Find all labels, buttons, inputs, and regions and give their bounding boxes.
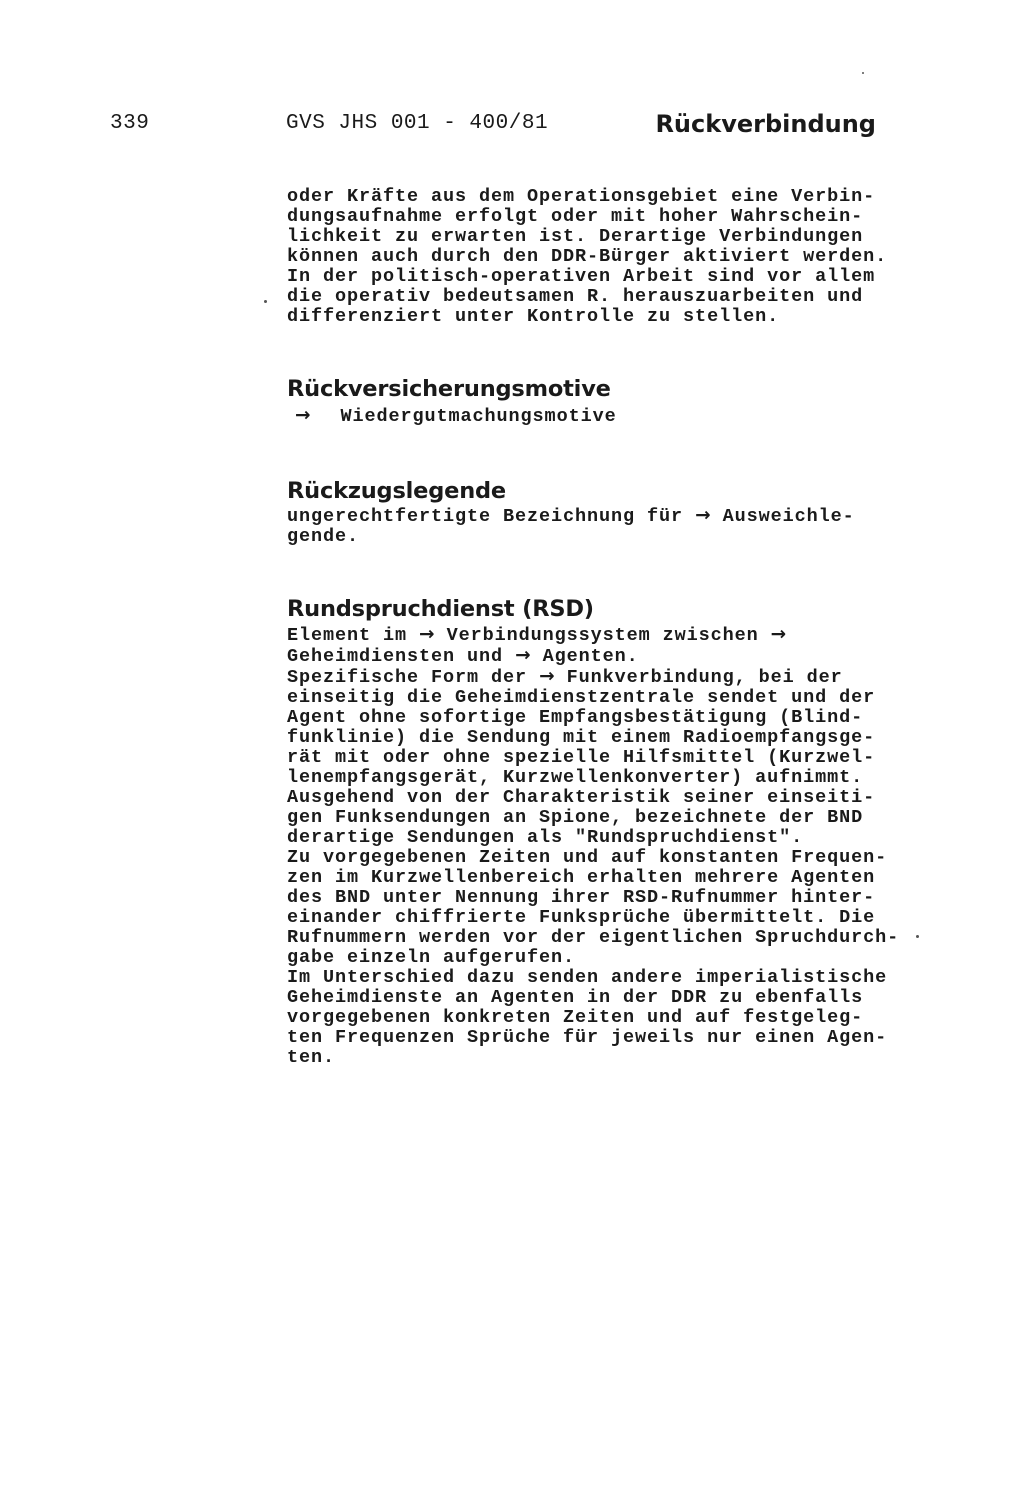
text-line: gende. xyxy=(287,526,360,547)
text-line: Im Unterschied dazu senden andere imperialistische xyxy=(287,967,888,988)
text-line: einander chiffrierte Funksprüche übermittelt. Die xyxy=(287,907,876,928)
cross-reference xyxy=(295,406,617,427)
running-entry-title: Rückverbindung xyxy=(655,110,876,138)
text-line: des BND unter Nennung ihrer RSD-Rufnummer hinter- xyxy=(287,887,876,908)
text-line: Ausgehend von der Charakteristik seiner einseiti- xyxy=(287,787,876,808)
text-line: lichkeit zu erwarten ist. Derartige Verbindungen xyxy=(287,226,864,247)
text-line: können auch durch den DDR-Bürger aktiviert werden. xyxy=(287,246,888,267)
scan-speck xyxy=(916,935,919,938)
text-line: Spezifische Form der → Funkverbindung, bei der xyxy=(287,666,843,688)
text-line: die operativ bedeutsamen R. herauszuarbeiten und xyxy=(287,286,864,307)
document-reference: GVS JHS 001 - 400/81 xyxy=(286,112,549,135)
entry-body-rundspruchdienst xyxy=(287,625,927,1068)
page-number: 339 xyxy=(110,112,150,135)
scan-speck xyxy=(862,72,864,74)
scan-speck xyxy=(264,300,267,303)
entry-heading-rueckversicherungsmotive: Rückversicherungsmotive xyxy=(287,376,611,402)
text-line: gabe einzeln aufgerufen. xyxy=(287,947,576,968)
arrow-right-icon: → xyxy=(539,666,555,687)
text-line: ungerechtfertigte Bezeichnung für → Ausweichle- xyxy=(287,505,855,527)
arrow-right-icon: → xyxy=(419,624,435,645)
entry-heading-rundspruchdienst: Rundspruchdienst (RSD) xyxy=(287,596,594,622)
text-line: In der politisch-operativen Arbeit sind vor allem xyxy=(287,266,876,287)
arrow-right-icon: → xyxy=(770,624,787,645)
text-line: vorgegebenen konkreten Zeiten und auf festgeleg- xyxy=(287,1007,864,1028)
arrow-right-icon: → xyxy=(695,505,711,526)
text-line: gen Funksendungen an Spione, bezeichnete der BND xyxy=(287,807,864,828)
text-line: Element im → Verbindungssystem zwischen → xyxy=(287,624,787,646)
entry-body-rueckzugslegende xyxy=(287,506,927,547)
text-line: derartige Sendungen als "Rundspruchdienst". xyxy=(287,827,804,848)
text-line: differenziert unter Kontrolle zu stellen. xyxy=(287,306,780,327)
text-line: lenempfangsgerät, Kurzwellenkonverter) aufnimmt. xyxy=(287,767,864,788)
arrow-right-icon: → xyxy=(515,645,531,666)
text-line: zen im Kurzwellenbereich erhalten mehrere Agenten xyxy=(287,867,876,888)
text-line: Agent ohne sofortige Empfangsbestätigung (Blind- xyxy=(287,707,864,728)
text-line: dungsaufnahme erfolgt oder mit hoher Wahrschein- xyxy=(287,206,864,227)
text-line: ten. xyxy=(287,1047,336,1068)
text-line: Rufnummern werden vor der eigentlichen Spruchdurch- xyxy=(287,927,900,948)
entry-heading-rueckzugslegende: Rückzugslegende xyxy=(287,478,506,504)
text-line: funklinie) die Sendung mit einem Radioempfangsge- xyxy=(287,727,876,748)
text-line: oder Kräfte aus dem Operationsgebiet eine Verbin- xyxy=(287,186,876,207)
text-line: Geheimdiensten und → Agenten. xyxy=(287,645,639,667)
see-reference-text: Wiedergutmachungsmotive xyxy=(340,406,617,427)
text-line: rät mit oder ohne spezielle Hilfsmittel (Kurzwel- xyxy=(287,747,876,768)
text-line: Zu vorgegebenen Zeiten und auf konstanten Frequen- xyxy=(287,847,888,868)
arrow-right-icon: → xyxy=(295,405,311,426)
text-line: Geheimdienste an Agenten in der DDR zu ebenfalls xyxy=(287,987,864,1008)
text-line: einseitig die Geheimdienstzentrale sendet und der xyxy=(287,687,876,708)
continuation-paragraph xyxy=(287,187,927,327)
text-line: ten Frequenzen Sprüche für jeweils nur einen Agen- xyxy=(287,1027,888,1048)
